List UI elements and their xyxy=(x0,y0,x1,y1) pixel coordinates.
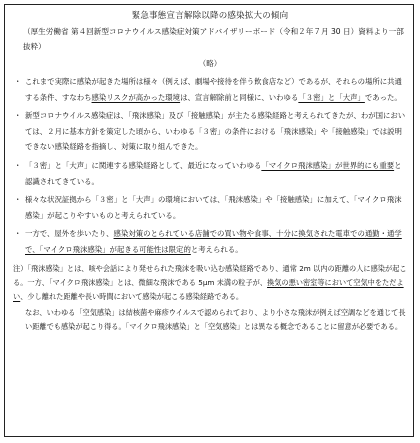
text-segment: と考えられる。 xyxy=(190,244,243,254)
bullet-paragraph xyxy=(13,108,407,155)
bullet-paragraph xyxy=(13,192,407,223)
bullet-marker: ・ xyxy=(14,77,22,86)
text-segment: 、少し離れた距離や長い時間において感染が起こる感染経路である。 xyxy=(20,292,244,302)
note-label: 注） xyxy=(13,263,28,273)
bullet-list xyxy=(13,74,407,258)
underlined-text: 感染対策のとられている店舗での買い物や食事、十分に換気された電車での通勤・通学で、「マイクロ飛沫感染」が起きる可能性は限定的 xyxy=(25,229,402,254)
text-segment: 様々な状況証拠から「３密」と「大声」の環境においては、「飛沫感染」や「接触感染」に加えて、「マイクロ飛沫感染」が起こりやすいものと考えられている。 xyxy=(25,195,402,220)
text-segment: 新型コロナウイルス感染症は、「飛沫感染」及び「接触感染」が主たる感染経路と考えられてきたが、わが国においては、２月に基本方針を策定した頃から、いわゆる「３密」の条件における「飛沫感染」や「接触感染」では説明できない感染経路を指摘し、対策に取り組んできた。 xyxy=(25,111,406,152)
document-frame xyxy=(4,4,414,437)
source-citation: （厚生労働省 第４回新型コロナウイルス感染症対策アドバイザリーボード（令和２年７月 30 日）資料より一部抜粋） xyxy=(23,27,404,51)
bullet-marker: ・ xyxy=(14,111,22,121)
omission-marker: （略） xyxy=(198,59,222,68)
text-segment: 「３密」と「大声」に関連する感染経路として、最近になっていわゆる xyxy=(25,160,262,170)
note-paragraph xyxy=(13,262,407,305)
bullet-paragraph xyxy=(13,158,407,189)
bullet-marker: ・ xyxy=(14,229,22,239)
text-segment: と認識されてきている。 xyxy=(25,160,402,186)
bullet-marker: ・ xyxy=(14,195,22,205)
bullet-marker: ・ xyxy=(14,160,22,170)
text-segment: 「飛沫感染」とは、咳や会話により発せられた飛沫を吸い込む感染経路であり、通常 2m 以内の距離の人に感染が起こる。一方、「マイクロ飛沫感染」とは、微細な飛沫である 5μm 未満の粒子が、 xyxy=(13,263,407,287)
underlined-text: 換気の悪い密室等において空気中をただよい xyxy=(13,277,404,302)
note-section xyxy=(13,262,407,335)
underlined-text: 感染リスクが高かった環境 xyxy=(91,92,181,102)
bullet-paragraph xyxy=(13,74,407,105)
text-segment: は、宣言解除前と同様に、いわゆる xyxy=(180,92,299,102)
note-paragraph-2: なお、いわゆる「空気感染」は結核菌や麻疹ウイルスで認められており、より小さな飛沫が例えば空調などを通じて長い距離でも感染が起こり得る。「マイクロ飛沫感染」と「空気感染」とは異なる概念であることに留意が必要である。 xyxy=(25,307,406,332)
document-title: 緊急事態宣言解除以降の感染拡大の傾向 xyxy=(131,11,289,21)
underlined-text: 「３密」と「大声」 xyxy=(298,92,365,102)
text-segment: であった。 xyxy=(364,92,402,102)
text-segment: 一方で、屋外を歩いたり、 xyxy=(25,229,114,239)
underlined-text: 「マイクロ飛沫感染」が世界的にも重要 xyxy=(261,160,395,170)
text-segment: これまで実際に感染が起きた場所は様々（例えば、劇場や接待を伴う飲食店など）であるが、それらの場所に共通する条件、すなわち xyxy=(25,77,402,102)
bullet-paragraph xyxy=(13,226,407,257)
